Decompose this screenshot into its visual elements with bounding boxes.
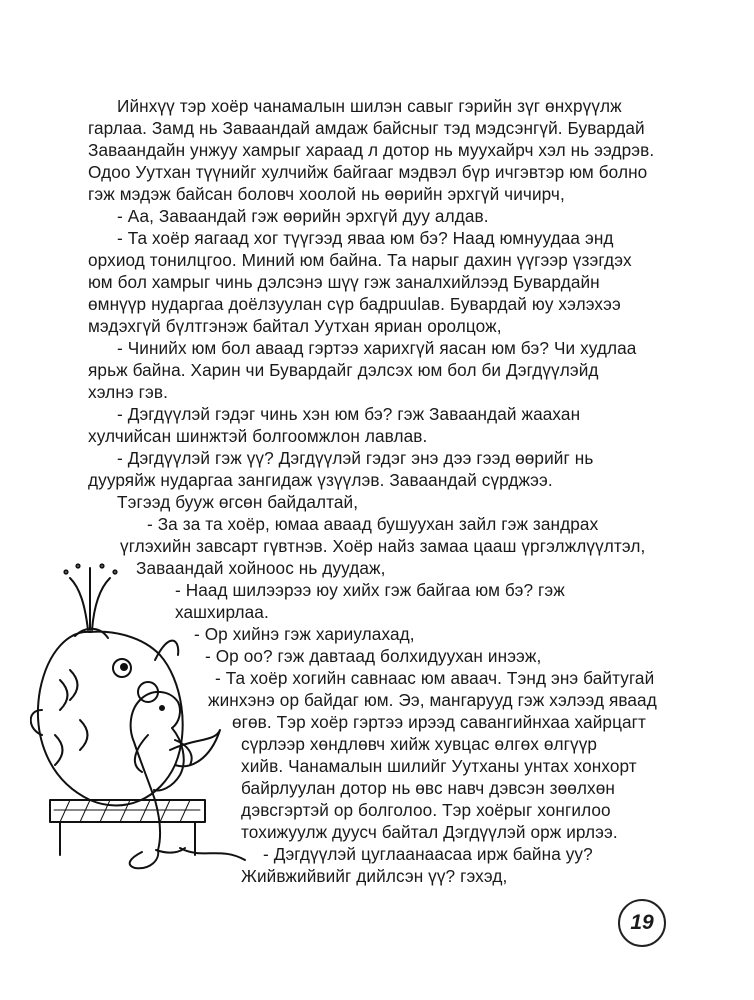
page-number: 19 <box>618 899 666 947</box>
text-line: ярьж байна. Харин чи Бувардайг дэлсэх юм бол би Дэгдүүлэйд <box>88 360 599 380</box>
text-line: мэдэхгүй бүлтгэнэж байтал Уутхан яриан оролцож, <box>88 316 502 336</box>
text-line: - Дэгдүүлэй гэж үү? Дэгдүүлэй гэдэг энэ дээ гээд өөрийг нь <box>117 448 594 468</box>
text-line: хийв. Чанамалын шилийг Уутханы унтах хонхорт <box>241 756 637 776</box>
text-line: - Наад шилээрээ юу хийх гэж байгаа юм бэ? гэж <box>175 580 565 600</box>
text-line: - Чинийх юм бол аваад гэртээ харихгүй яасан юм бэ? Чи худлаа <box>117 338 637 358</box>
text-line: Одоо Уутхан түүнийг хулчийж байгааг мэдвэл бүр ичгэвтэр юм болно <box>88 162 648 182</box>
fish-and-mouse-illustration <box>30 560 260 890</box>
text-line: байрлуулан дотор нь өвс навч дэвсэн зөөлхөн <box>241 778 616 798</box>
text-line: - Дэгдүүлэй гэдэг чинь хэн юм бэ? гэж Заваандай жаахан <box>117 404 581 424</box>
text-line: - Та хоёр яагаад хог түүгээд яваа юм бэ? Наад юмнуудаа энд <box>117 228 614 248</box>
text-line: өмнүүр нударгаа доёлзуулан сүр бадрuulав. Бувардай юу хэлэхээ <box>88 294 621 314</box>
text-line: үглэхийн завсарт гүвтнэв. Хоёр найз замаа цааш үргэлжлүүлтэл, <box>120 536 646 556</box>
text-line: - Ор хийнэ гэж хариулахад, <box>194 624 415 644</box>
text-line: Заваандайн унжуу хамрыг хараад л дотор нь муухайрч хэл нь ээдрэв. <box>88 140 655 160</box>
text-line: Заваандай хойноос нь дуудаж, <box>136 558 386 578</box>
text-line: хашхирлаа. <box>175 602 269 622</box>
text-line: Жийвжийвийг дийлсэн үү? гэхэд, <box>241 866 508 886</box>
text-line: - Аа, Заваандай гэж өөрийн эрхгүй дуу алдав. <box>117 206 489 226</box>
text-line: хэлнэ гэв. <box>88 382 168 402</box>
text-line: - За за та хоёр, юмаа аваад бушуухан зайл гэж зандрах <box>147 514 599 534</box>
text-line: гарлаа. Замд нь Заваандай амдаж байсныг тэд мэдсэнгүй. Бувардай <box>88 118 645 138</box>
text-line: дууряйж нударгаа зангидаж үзүүлэв. Заваандай сүрджээ. <box>88 470 553 490</box>
text-line: жинхэнэ ор байдаг юм. Ээ, мангарууд гэж хэлээд яваад <box>208 690 657 710</box>
text-line: - Та хоёр хогийн савнаас юм аваач. Тэнд энэ байтугай <box>215 668 655 688</box>
text-line: сүрлээр хөндлөвч хийж хувцас өлгөх өлгүүр <box>241 734 598 754</box>
text-line: юм бол хамрыг чинь дэлсэнэ шүү гэж заналхийлээд Бувардайн <box>88 272 600 292</box>
text-line: - Ор оо? гэж давтаад болхидуухан инээж, <box>205 646 542 666</box>
text-line: орхиод тонилцгоо. Миний юм байна. Та нарыг дахин үүгээр үзэгдэх <box>88 250 632 270</box>
text-line: Ийнхүү тэр хоёр чанамалын шилэн савыг гэрийн зүг өнхрүүлж <box>117 96 622 116</box>
text-line: хулчийсан шинжтэй болгоомжлон лавлав. <box>88 426 428 446</box>
text-line: гэж мэдэж байсан боловч хоолой нь өөрийн эрхгүй чичирч, <box>88 184 565 204</box>
text-line: дэвсгэртэй ор болголоо. Тэр хоёрыг хонгилоо <box>241 800 611 820</box>
text-line: Тэгээд бууж өгсөн байдалтай, <box>117 492 359 512</box>
text-line: өгөв. Тэр хоёр гэртээ ирээд савангийнхаа хайрцагт <box>232 712 647 732</box>
text-line: тохижуулж дуусч байтал Дэгдүүлэй орж ирлээ. <box>241 822 618 842</box>
text-line: - Дэгдүүлэй цуглаанаасаа ирж байна уу? <box>263 844 593 864</box>
